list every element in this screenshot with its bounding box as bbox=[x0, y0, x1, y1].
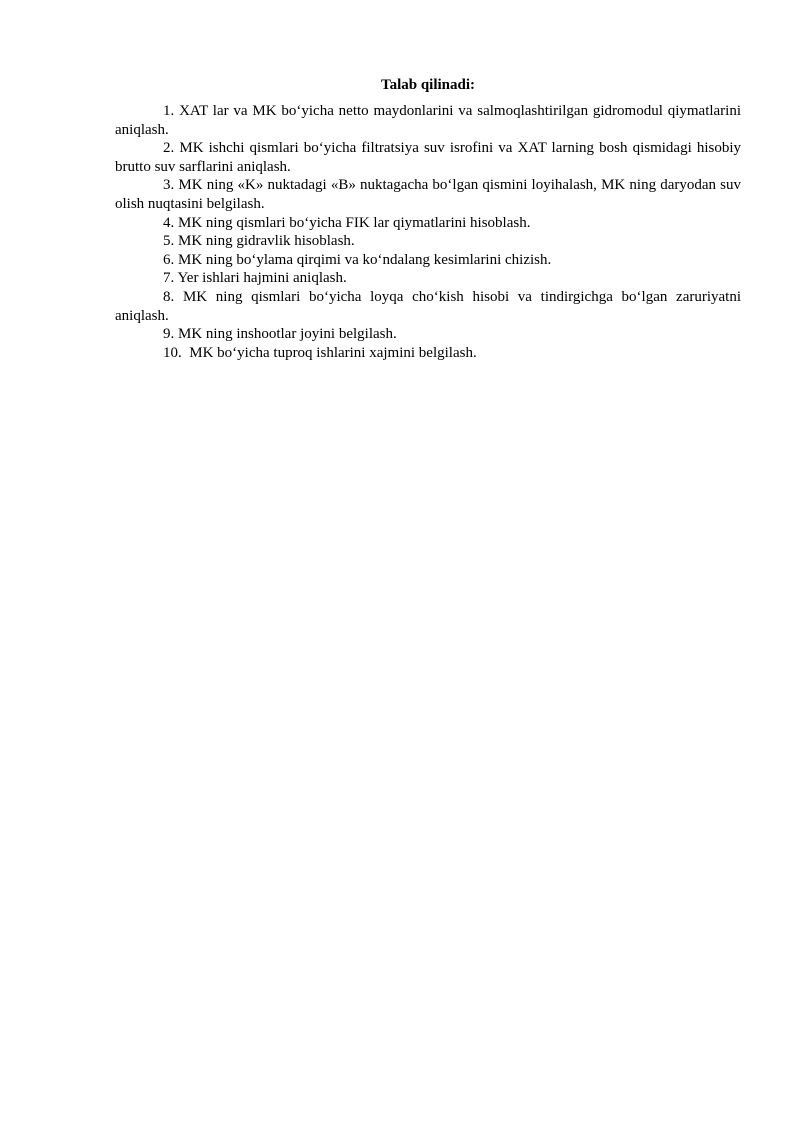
item-number: 2. bbox=[163, 140, 180, 157]
item-number: 8. bbox=[163, 288, 183, 305]
item-number: 5. bbox=[163, 233, 178, 250]
item-number: 9. bbox=[163, 326, 178, 343]
item-text: MK ning qismlari boʻyicha FIK lar qiymatlarini hisoblash. bbox=[178, 214, 531, 231]
item-text: Yer ishlari hajmini aniqlash. bbox=[177, 270, 347, 287]
item-number: 4. bbox=[163, 214, 178, 231]
document-title: Talab qilinadi: bbox=[380, 77, 476, 93]
list-item bbox=[115, 269, 741, 288]
item-text: MK ning boʻylama qirqimi va koʻndalang kesimlarini chizish. bbox=[178, 251, 552, 268]
list-item bbox=[115, 344, 741, 363]
item-number: 1. bbox=[163, 103, 180, 119]
item-number: 10. bbox=[163, 344, 190, 361]
item-text: MK boʻyicha tuproq ishlarini xajmini belgilash. bbox=[189, 344, 477, 361]
list-item bbox=[115, 214, 741, 233]
item-text: MK ning qismlari boʻyicha loyqa choʻkish hisobi va tindirgichga boʻlgan zaruriyatni aniqlash. bbox=[115, 288, 741, 324]
document-page bbox=[115, 74, 741, 362]
item-text: MK ning inshootlar joyini belgilash. bbox=[178, 326, 397, 343]
list-item bbox=[115, 288, 741, 325]
item-text: MK ning «K» nuktadagi «B» nuktagacha boʻlgan qismini loyihalash, MK ning daryodan suv olish nuqtasini belgilash. bbox=[115, 177, 742, 212]
item-text: MK ishchi qismlari boʻyicha filtratsiya suv isrofini va XAT larning bosh qismidagi hisobiy brutto suv sarflarini aniqlash. bbox=[115, 140, 741, 175]
list-item bbox=[115, 232, 741, 251]
item-number: 3. bbox=[163, 177, 179, 194]
list-item bbox=[115, 102, 741, 139]
item-text: XAT lar va MK boʻyicha netto maydonlarini va salmoqlashtirilgan gidromodul qiymatlarini aniqlash. bbox=[115, 103, 742, 138]
requirements-list bbox=[115, 102, 741, 362]
list-item bbox=[115, 139, 741, 176]
list-item bbox=[115, 251, 741, 270]
item-number: 7. bbox=[163, 270, 178, 287]
item-number: 6. bbox=[163, 251, 178, 268]
item-text: MK ning gidravlik hisoblash. bbox=[178, 233, 355, 250]
list-item bbox=[115, 325, 741, 344]
list-item bbox=[115, 176, 741, 213]
